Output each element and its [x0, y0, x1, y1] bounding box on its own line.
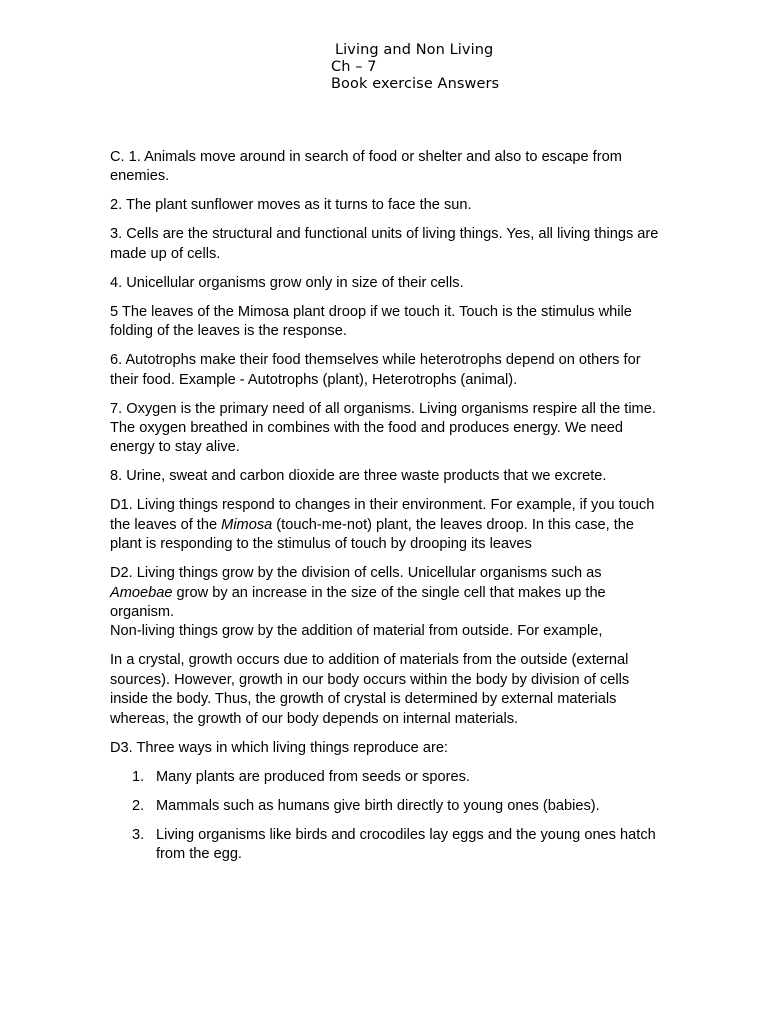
document-subtitle: Book exercise Answers: [331, 76, 500, 92]
answer-d2-amoebae: Amoebae: [110, 584, 173, 601]
list-item-number: 2.: [132, 797, 145, 814]
answer-c2: 2. The plant sunflower moves as it turns to face the sun.: [110, 197, 472, 214]
answer-d1-mimosa: Mimosa: [221, 516, 273, 533]
answer-c4: 4. Unicellular organisms grow only in size of their cells.: [110, 274, 464, 291]
answer-d1-part1: D1. Living things respond to changes in their environment. For example, if you touch the leaves of the: [110, 497, 655, 533]
list-item-number: 1.: [132, 768, 145, 785]
answer-d3-intro: D3. Three ways in which living things reproduce are:: [110, 739, 448, 756]
answer-c1: C. 1. Animals move around in search of food or shelter and also to escape from enemies.: [110, 149, 622, 185]
list-item-text: Mammals such as humans give birth directly to young ones (babies).: [156, 797, 600, 814]
list-item: [132, 768, 660, 787]
answers-body: [110, 148, 660, 874]
list-item: [132, 826, 660, 865]
answer-d2-nonliving: Non-living things grow by the addition of material from outside. For example,: [110, 623, 603, 640]
answer-c8: 8. Urine, sweat and carbon dioxide are three waste products that we excrete.: [110, 468, 607, 485]
answer-c3: 3. Cells are the structural and functional units of living things. Yes, all living things are made up of cells.: [110, 226, 659, 262]
chapter-label: Ch – 7: [331, 59, 377, 75]
answer-c5: 5 The leaves of the Mimosa plant droop if we touch it. Touch is the stimulus while folding of the leaves is the response.: [110, 303, 632, 340]
answer-d2-part2: grow by an increase in the size of the single cell that makes up the organism.: [110, 584, 606, 621]
reproduction-list: [110, 768, 660, 865]
answer-d1: [110, 496, 660, 554]
list-item-text: Living organisms like birds and crocodiles lay eggs and the young ones hatch from the egg.: [156, 826, 656, 863]
answer-c6: 6. Autotrophs make their food themselves while heterotrophs depend on others for their food. Example - Autotrophs (plant), Heterotrophs (animal).: [110, 352, 641, 388]
answer-d1-part2: (touch-me-not) plant, the leaves droop. In this case, the plant is responding to the stimulus of touch by drooping its leaves: [110, 516, 635, 553]
answer-d2-crystal: In a crystal, growth occurs due to addition of materials from the outside (external sources). However, growth in our body occurs within the body by division of cells inside the body. Thus, the growth of crystal is determined by external materials whereas, the growth of our body depends on internal materials.: [110, 652, 630, 727]
answer-d2: [110, 564, 660, 622]
document-title: Living and Non Living: [335, 42, 494, 58]
answer-c7: 7. Oxygen is the primary need of all organisms. Living organisms respire all the time. The oxygen breathed in combines with the food and produces energy. We need energy to stay alive.: [110, 400, 656, 456]
document-header: [331, 42, 499, 93]
list-item-number: 3.: [132, 826, 145, 843]
list-item: [132, 797, 660, 816]
list-item-text: Many plants are produced from seeds or spores.: [156, 768, 470, 785]
answer-d2-part1: D2. Living things grow by the division of cells. Unicellular organisms such as: [110, 565, 602, 582]
